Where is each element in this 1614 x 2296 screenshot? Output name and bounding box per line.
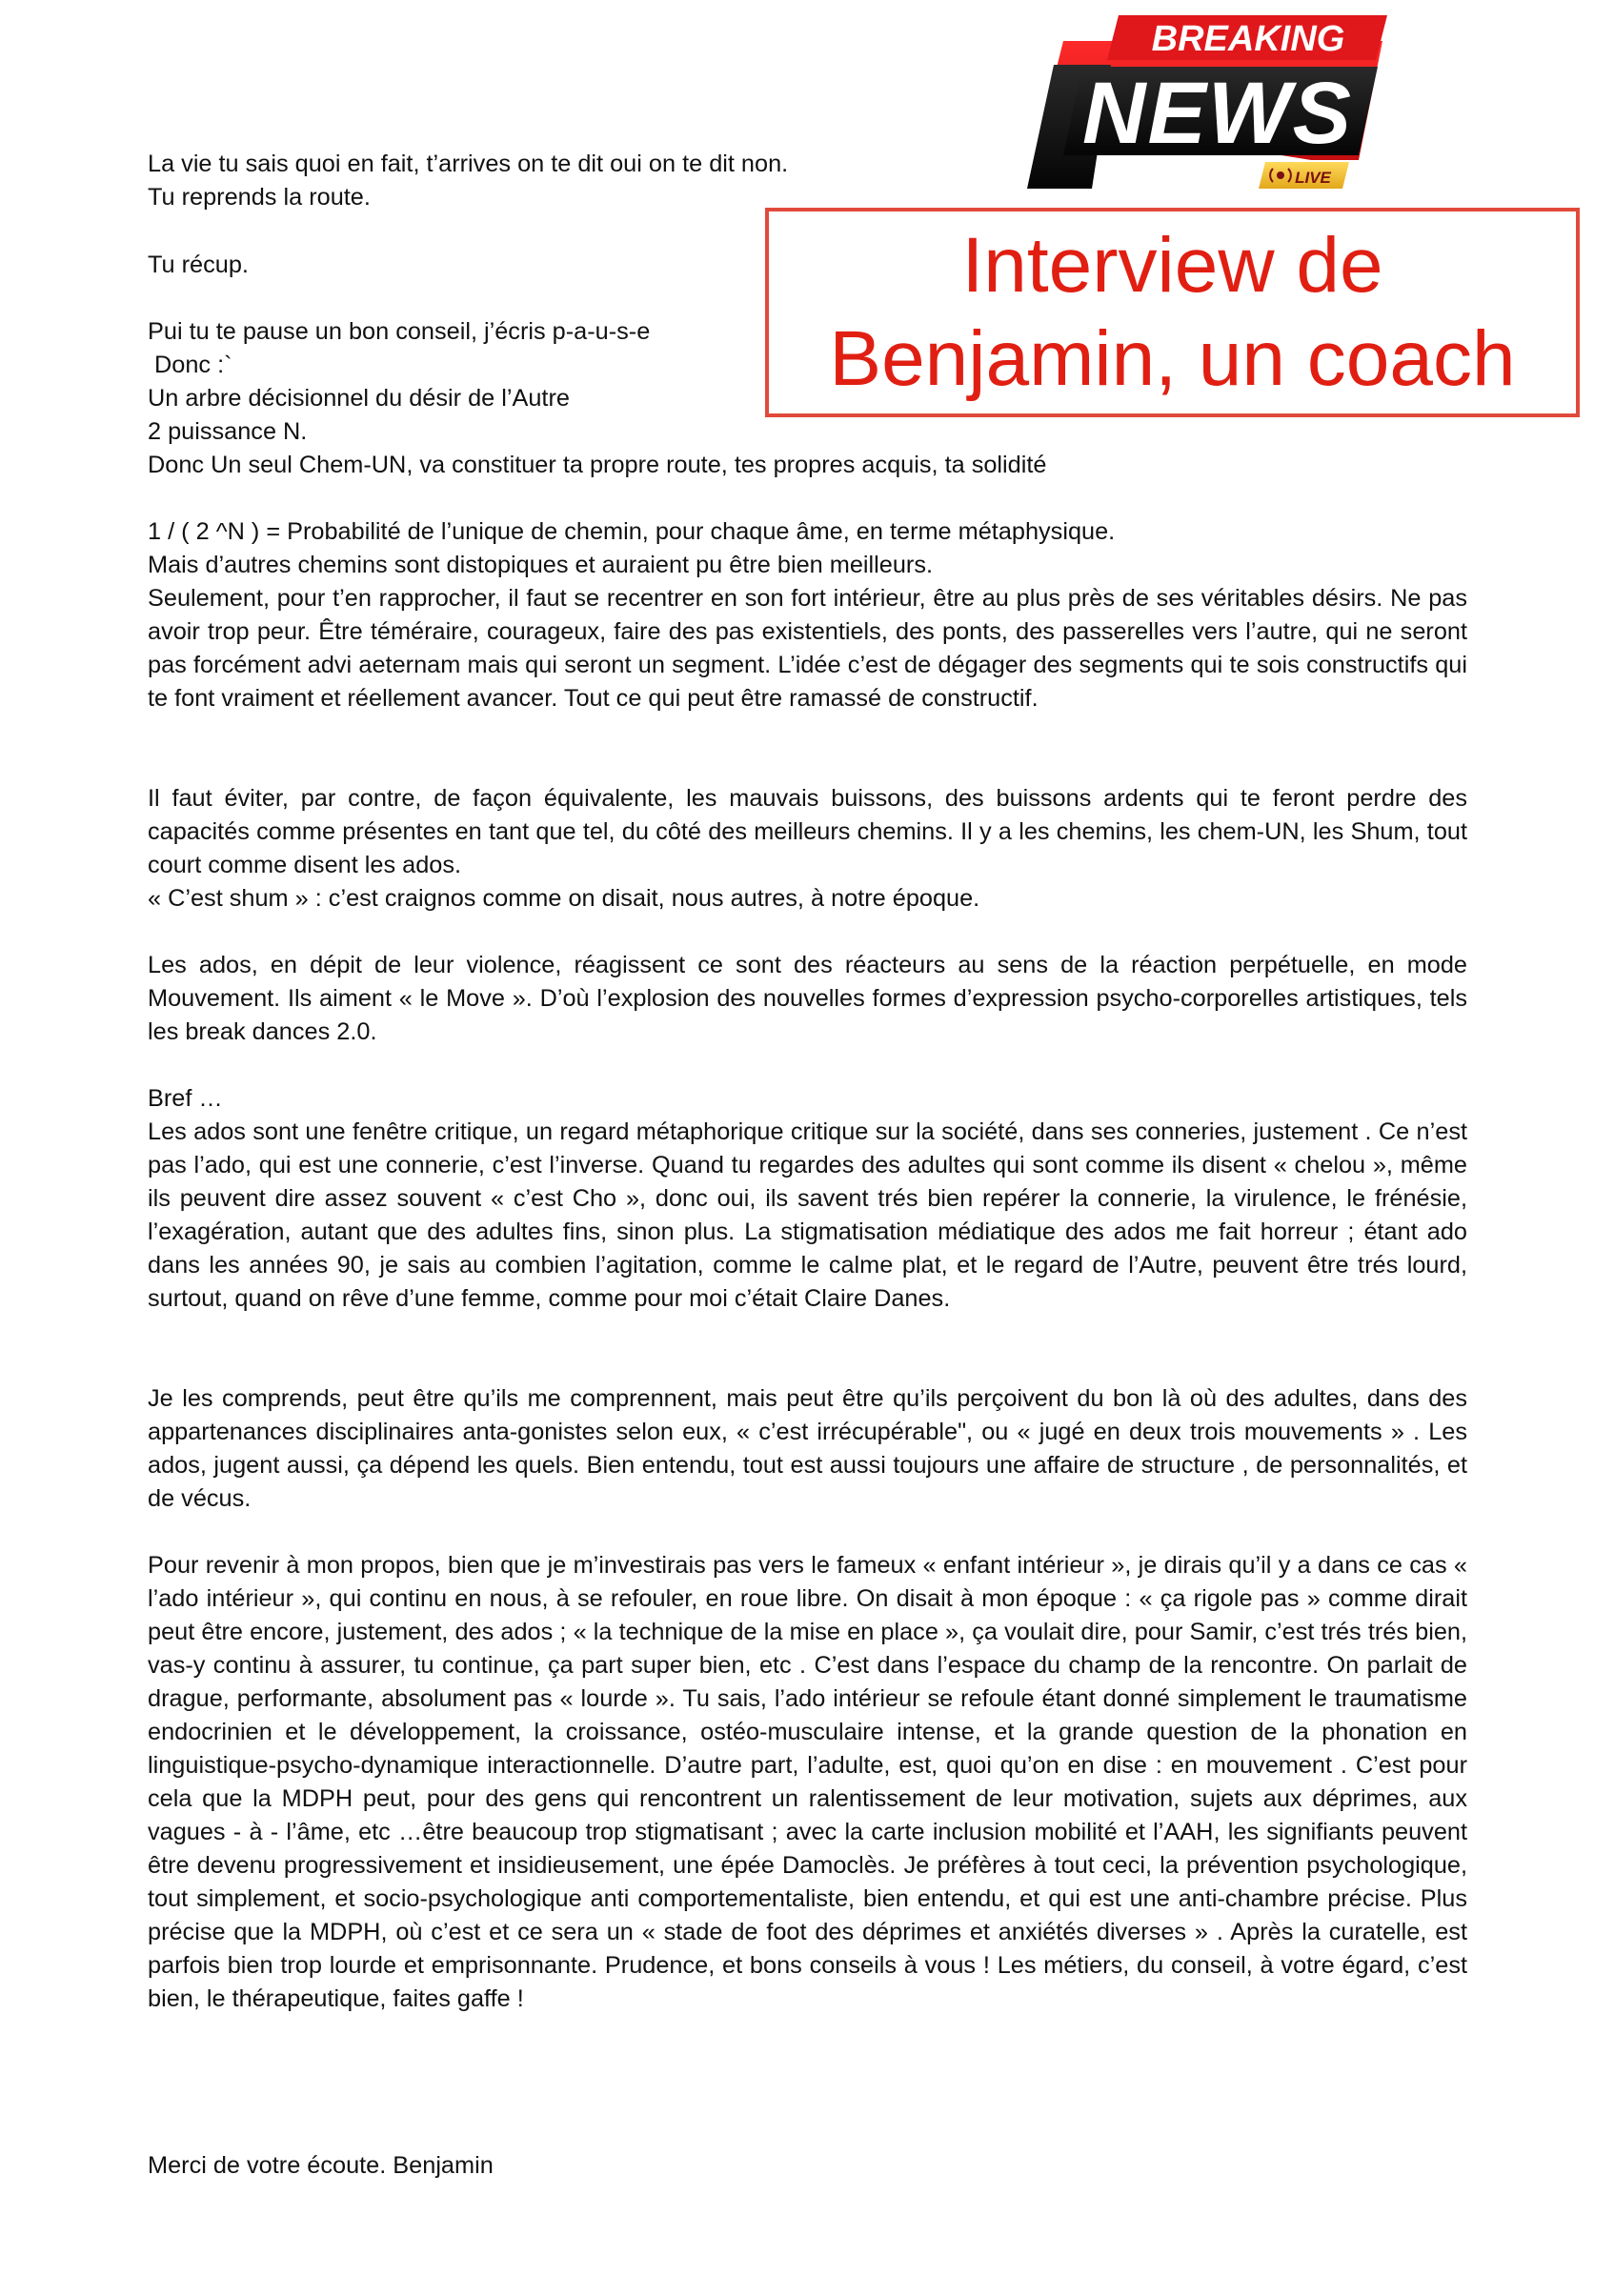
intro-line-3: Tu récup. (148, 252, 249, 278)
intro-line-10: Mais d’autres chemins sont distopiques et auraient pu être bien meilleurs. (148, 552, 933, 578)
logo-live-text: LIVE (1295, 169, 1331, 187)
intro-block-4 (148, 515, 1467, 582)
paragraph-4: Les ados sont une fenêtre critique, un regard métaphorique critique sur la société, dans ses conneries, justement . Ce n’est pas l’ado, qui est une connerie, c’est l’inverse. Quand tu regardes des adultes qui sont comme ils disent « chelou », même ils peuvent dire assez souvent « c’est Cho », donc oui, ils savent trés bien repérer la connerie, la virulence, le frénésie, l’exagération, autant que des adultes fins, sinon plus. La stigmatisation médiatique des ados me fait horreur ; étant ado dans les années 90, je sais au combien l’agitation, comme le calme plat, et le regard de l’Autre, peuvent être trés lourd, surtout, quand on rêve d’une femme, comme pour moi c’était Claire Danes. (148, 1118, 1467, 1312)
logo-breaking-text: BREAKING (1151, 19, 1345, 59)
closing-line: Merci de votre écoute. Benjamin (148, 2152, 494, 2179)
intro-line-4: Pui tu te pause un bon conseil, j’écris p-a-u-s-e (148, 318, 651, 345)
paragraph-3: Les ados, en dépit de leur violence, réagissent ce sont des réacteurs au sens de la réaction perpétuelle, en mode Mouvement. Ils aiment « le Move ». D’où l’explosion des nouvelles formes d’expression psycho-corporelles artistiques, tels les break dances 2.0. (148, 952, 1467, 1045)
paragraph-bref: Bref … (148, 1085, 223, 1112)
paragraph-1: Seulement, pour t’en rapprocher, il faut se recentrer en son fort intérieur, être au plus près de ses véritables désirs. Ne pas avoir trop peur. Être téméraire, courageux, faire des pas existentiels, des ponts, des passerelles vers l’autre, qui ne seront pas forcément advi aeternam mais qui seront un segment. L’idée c’est de dégager des segments qui te sois constructifs qui te font vraiment et réellement avancer. Tout ce qui peut être ramassé de constructif. (148, 585, 1467, 712)
intro-line-7: 2 puissance N. (148, 418, 308, 445)
intro-line-1: La vie tu sais quoi en fait, t’arrives on te dit oui on te dit non. (148, 151, 789, 177)
title-line-1: Interview de (961, 222, 1383, 309)
intro-block (148, 148, 1467, 214)
intro-block-3 (148, 315, 1467, 482)
intro-line-2: Tu reprends la route. (148, 184, 371, 211)
logo-news-text: NEWS (1082, 65, 1353, 162)
title-line-2: Benjamin, un coach (829, 315, 1516, 402)
paragraph-2b: « C’est shum » : c’est craignos comme on disait, nous autres, à notre époque. (148, 885, 980, 912)
paragraph-6: Pour revenir à mon propos, bien que je m’investirais pas vers le fameux « enfant intérieur », je dirais qu’il y a dans ce cas « l’ado intérieur », qui continu en nous, à se refouler, en roue libre. On disait à mon époque : « ça rigole pas » comme dirait peut être encore, justement, des ados ; « la technique de la mise en place », ça voulait dire, pour Samir, c’est trés trés bien, vas-y continu à assurer, tu continue, ça part super bien, etc . C’est dans l’espace du champ de la rencontre. On parlait de drague, performante, absolument pas « lourde ». Tu sais, l’ado intérieur se refoule étant donné simplement le traumatisme endocrinien et le développement, la croissance, ostéo-musculaire intense, et la grande question de la phonation en linguistique-psycho-dynamique interactionnelle. D’autre part, l’adulte, est, quoi qu’on en dise : en mouvement . C’est pour cela que la MDPH peut, pour des gens qui rencontrent un ralentissement de leur motivation, sujets aux déprimes, aux vagues - à - l’âme, etc …être beaucoup trop stigmatisant ; avec la carte inclusion mobilité et l’AAH, les signifiants peuvent être devenu progressivement et insidieusement, une épée Damoclès. Je préfères à tout ceci, la prévention psychologique, tout simplement, et socio-psychologique anti comportementaliste, bien entendu, et qui est une anti-chambre précise. Plus précise que la MDPH, où c’est et ce sera un « stade de foot des déprimes et anxiétés diverses » . Après la curatelle, est parfois bien trop lourde et emprisonnante. Prudence, et bons conseils à vous ! Les métiers, du conseil, à votre égard, c’est bien, le thérapeutique, faites gaffe ! (148, 1552, 1467, 2012)
paragraph-2: Il faut éviter, par contre, de façon équivalente, les mauvais buissons, des buissons ardents qui te feront perdre des capacités comme présentes en tant que tel, du côté des meilleurs chemins. Il y a les chemins, les chem-UN, les Shum, tout court comme disent les ados. (148, 785, 1467, 878)
paragraph-5: Je les comprends, peut être qu’ils me comprennent, mais peut être qu’ils perçoivent du bon là où des adultes, dans des appartenances disciplinaires anta-gonistes selon eux, « c’est irrécupérable", ou « jugé en deux trois mouvements » . Les ados, jugent aussi, ça dépend les quels. Bien entendu, tout est aussi toujours une affaire de structure , de personnalités, et de vécus. (148, 1385, 1467, 1512)
intro-block-2 (148, 249, 1467, 282)
intro-line-5: Donc :` (148, 352, 232, 378)
intro-line-8: Donc Un seul Chem-UN, va constituer ta propre route, tes propres acquis, ta solidité (148, 452, 1047, 478)
intro-line-6: Un arbre décisionnel du désir de l’Autre (148, 385, 570, 412)
intro-line-9: 1 / ( 2 ^N ) = Probabilité de l’unique de chemin, pour chaque âme, en terme métaphysique. (148, 518, 1116, 545)
